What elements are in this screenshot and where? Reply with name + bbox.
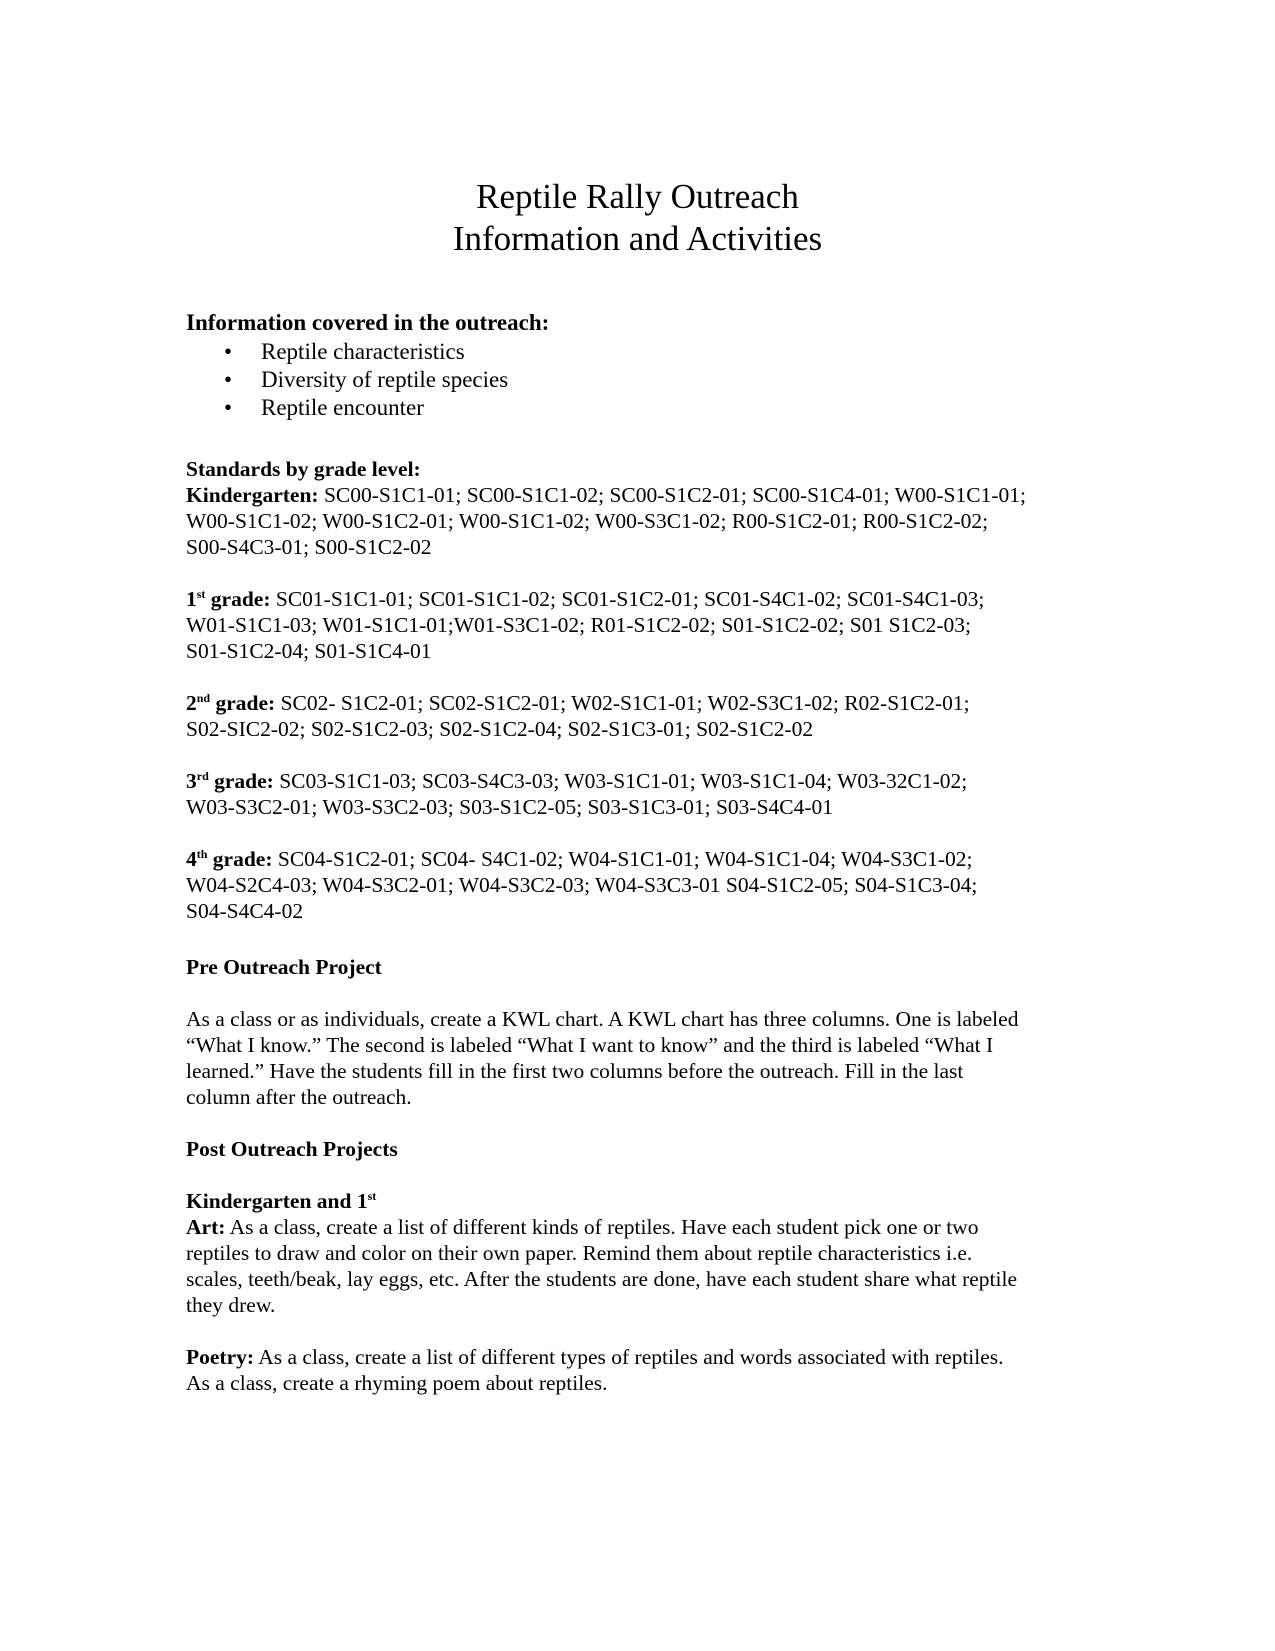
standards-grade-2 [186,690,1086,742]
pre-outreach-paragraph [186,1006,1086,1110]
grade-number: 1 [186,587,197,611]
standards-line: SC00-S1C1-01; SC00-S1C1-02; SC00-S1C2-01; SC00-S1C4-01; W00-S1C1-01; [318,483,1026,507]
standards-grade-1 [186,586,1086,664]
pre-outreach-heading: Pre Outreach Project [186,955,382,979]
paragraph-line: As a class or as individuals, create a KWL chart. A KWL chart has three columns. One is labeled [186,1007,1019,1031]
paragraph-line: As a class, create a list of different types of reptiles and words associated with reptiles. [254,1345,1004,1369]
standards-line: W00-S1C1-02; W00-S1C2-01; W00-S1C1-02; W00-S3C1-02; R00-S1C2-01; R00-S1C2-02; [186,509,989,533]
grade-label [186,847,273,871]
grade-word: grade: [205,587,271,611]
standards-line: SC01-S1C1-01; SC01-S1C1-02; SC01-S1C2-01; SC01-S4C1-02; SC01-S4C1-03; [270,587,985,611]
document-title [0,176,1275,260]
standards-grade-4 [186,846,1086,924]
standards-line: S01-S1C2-04; S01-S1C4-01 [186,639,432,663]
standards-line: W01-S1C1-03; W01-S1C1-01;W01-S3C1-02; R01-S1C2-02; S01-S1C2-02; S01 S1C2-03; [186,613,972,637]
info-item [186,338,1086,366]
title-line-2: Information and Activities [452,219,823,258]
info-list [186,338,1086,422]
standards-line: S00-S4C3-01; S00-S1C2-02 [186,535,432,559]
info-item [186,394,1086,422]
grade-number: 4 [186,847,197,871]
grade-ordinal: nd [196,691,211,705]
title-line-1: Reptile Rally Outreach [476,177,799,216]
grade-label [186,587,271,611]
grade-number: 2 [186,691,197,715]
standards-line: SC02- S1C2-01; SC02-S1C2-01; W02-S1C1-01; W02-S3C1-02; R02-S1C2-01; [275,691,970,715]
post-outreach-heading: Post Outreach Projects [186,1137,398,1161]
paragraph-line: they drew. [186,1293,276,1317]
paragraph-line: As a class, create a list of different kinds of reptiles. Have each student pick one or two [225,1215,979,1239]
bullet-icon: • [224,367,233,392]
paragraph-line: scales, teeth/beak, lay eggs, etc. After the students are done, have each student share what reptile [186,1267,1018,1291]
standards-line: SC03-S1C1-03; SC03-S4C3-03; W03-S1C1-01; W03-S1C1-04; W03-32C1-02; [273,769,968,793]
info-item [186,366,1086,394]
poetry-label: Poetry: [186,1345,255,1369]
standards-line: W03-S3C2-01; W03-S3C2-03; S03-S1C2-05; S03-S1C3-01; S03-S4C4-01 [186,795,834,819]
subheading-text: Kindergarten and 1 [186,1189,368,1213]
paragraph-line: reptiles to draw and color on their own paper. Remind them about reptile characteristics i.e. [186,1241,973,1265]
document-body [186,308,1086,1396]
grade-number: 3 [186,769,197,793]
info-heading: Information covered in the outreach: [186,310,550,335]
info-item-text: Reptile encounter [261,395,424,420]
grade-word: grade: [210,691,276,715]
standards-line: S02-SIC2-02; S02-S1C2-03; S02-S1C2-04; S02-S1C3-01; S02-S1C2-02 [186,717,814,741]
bullet-icon: • [224,395,233,420]
paragraph-line: “What I know.” The second is labeled “What I want to know” and the third is labeled “What I [186,1033,994,1057]
standards-kindergarten [186,482,1086,560]
grade-word: grade: [208,769,274,793]
poetry-paragraph [186,1344,1086,1396]
paragraph-line: learned.” Have the students fill in the first two columns before the outreach. Fill in the last [186,1059,964,1083]
grade-label: Kindergarten: [186,483,319,507]
grade-word: grade: [207,847,273,871]
post-outreach-subheading [186,1188,1086,1214]
grade-label [186,769,274,793]
info-item-text: Diversity of reptile species [261,367,509,392]
standards-grade-3 [186,768,1086,820]
subheading-ordinal: st [367,1189,377,1203]
standards-heading: Standards by grade level: [186,457,421,481]
info-item-text: Reptile characteristics [261,339,465,364]
standards-line: W04-S2C4-03; W04-S3C2-01; W04-S3C2-03; W04-S3C3-01 S04-S1C2-05; S04-S1C3-04; [186,873,978,897]
art-label: Art: [186,1215,226,1239]
grade-label [186,691,275,715]
paragraph-line: column after the outreach. [186,1085,412,1109]
grade-ordinal: st [196,587,206,601]
standards-line: S04-S4C4-02 [186,899,304,923]
grade-ordinal: rd [196,769,209,783]
grade-ordinal: th [196,847,208,861]
paragraph-line: As a class, create a rhyming poem about reptiles. [186,1371,608,1395]
standards-line: SC04-S1C2-01; SC04- S4C1-02; W04-S1C1-01; W04-S1C1-04; W04-S3C1-02; [272,847,973,871]
bullet-icon: • [224,339,233,364]
art-paragraph [186,1214,1086,1318]
